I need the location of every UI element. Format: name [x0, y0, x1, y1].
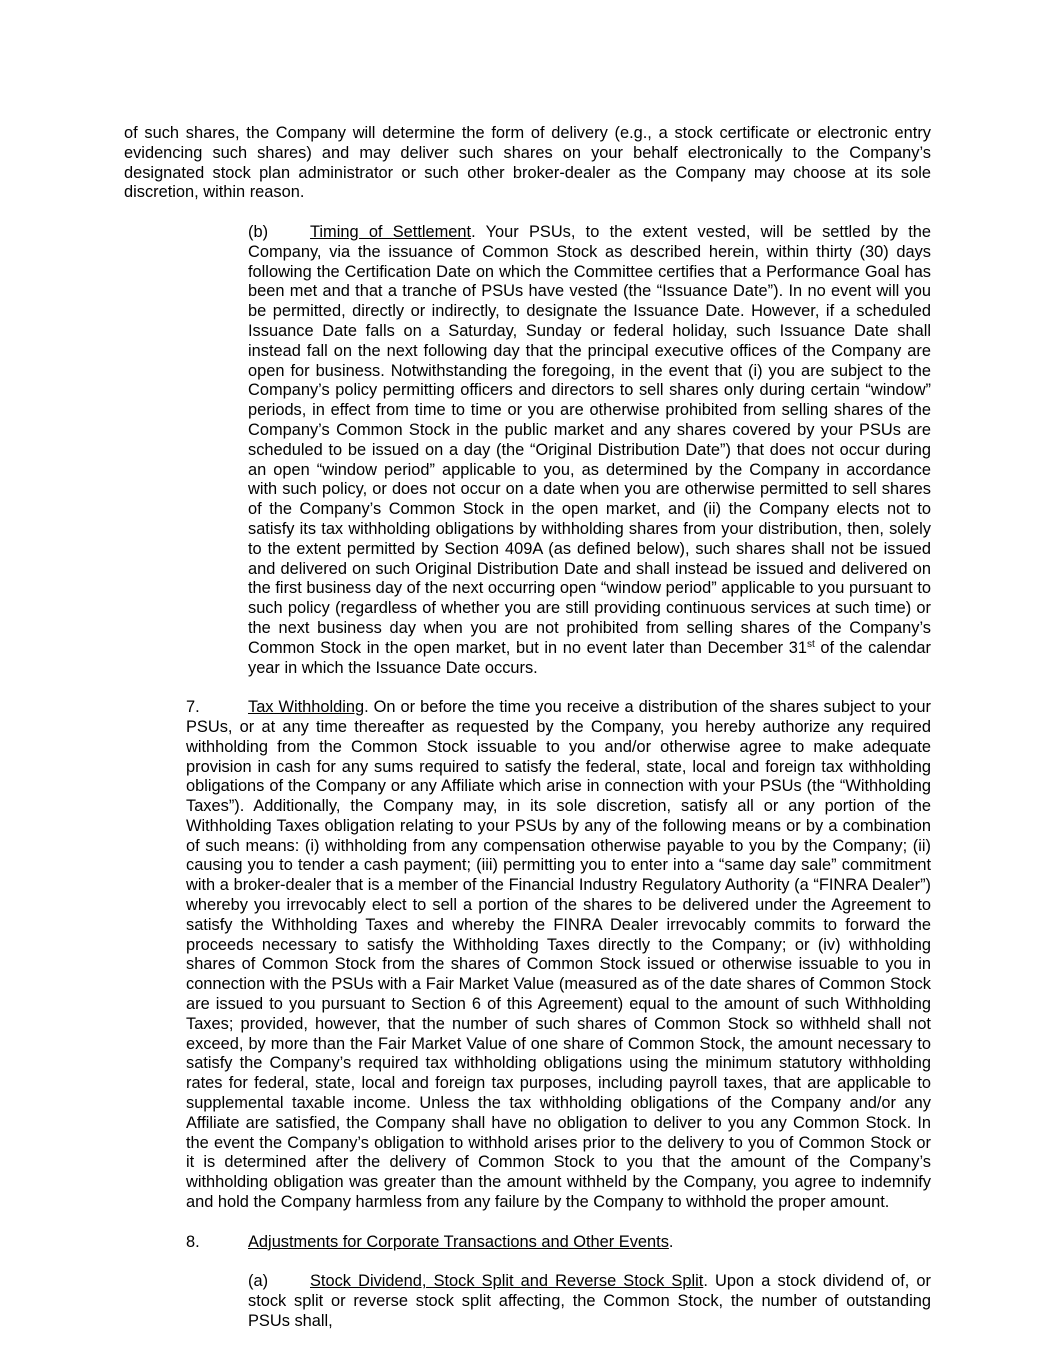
section-heading: Tax Withholding — [248, 698, 365, 717]
section-text-end: of the calendar year in which the Issuance Date occurs. — [248, 638, 931, 677]
section-7-tax-withholding — [124, 698, 931, 1213]
section-heading-period: . — [668, 1232, 674, 1251]
section-heading: Adjustments for Corporate Transactions and Other Events — [248, 1232, 669, 1251]
section-8a-stock-dividend — [124, 1272, 931, 1331]
section-6b-timing-of-settlement — [124, 223, 931, 678]
document-body — [124, 124, 931, 1332]
section-number: 8. — [186, 1232, 200, 1251]
section-8-adjustments — [124, 1233, 931, 1253]
section-number: 7. — [186, 698, 200, 717]
paragraph-continuation — [124, 124, 931, 203]
paragraph-text: of such shares, the Company will determine the form of delivery (e.g., a stock certificate or electronic entry evidencing such shares) and may deliver such shares on your behalf electronically to the Company’s designated stock plan administrator or such other broker-dealer as the Company may choose at its sole discretion, within reason. — [124, 124, 931, 202]
ordinal-superscript: st — [806, 638, 815, 650]
section-heading: Timing of Settlement — [310, 222, 472, 241]
section-text: . On or before the time you receive a distribution of the shares subject to your PSUs, or at any time thereafter as requested by the Company, you hereby authorize any required withholding from the Common Stock issuable to you and/or otherwise agree to make adequate provision in cash for any sums required to satisfy the federal, state, local and foreign tax withholding obligations of the Company or any Affiliate which arise in connection with your PSUs (the “Withholding Taxes”). Additionally, the Company may, in its sole discretion, satisfy all or any portion of the Withholding Taxes obligation relating to your PSUs by any of the following means or by a combination of such means: (i) withholding from any compensation otherwise payable to you by the Company; (ii) causing you to tender a cash payment; (iii) permitting you to enter into a “same day sale” commitment with a broker-dealer that is a member of the Financial Industry Regulatory Authority (a “FINRA Dealer”) whereby you irrevocably elect to sell a portion of the shares to be delivered under the Agreement to satisfy the Withholding Taxes and whereby the FINRA Dealer irrevocably commits to forward the proceeds necessary to satisfy the Withholding Taxes directly to the Company; or (iv) withholding shares of Common Stock from the shares of Common Stock issued or otherwise issuable to you in connection with the PSUs with a Fair Market Value (measured as of the date shares of Common Stock are issued to you pursuant to Section 6 of this Agreement) equal to the amount of such Withholding Taxes; provided, however, that the number of such shares of Common Stock so withheld shall not exceed, by more than the Fair Market Value of one share of Common Stock, the amount necessary to satisfy the Company’s required tax withholding obligations using the minimum statutory withholding rates for federal, state, local and foreign tax purposes, including payroll taxes, that are applicable to supplemental taxable income. Unless the tax withholding obligations of the Company and/or any Affiliate are satisfied, the Company shall have no obligation to deliver to you any Common Stock. In the event the Company’s obligation to withhold arises prior to the delivery to you of Common Stock or it is determined after the delivery of Common Stock to you that the amount of the Company’s withholding obligation was greater than the amount withheld by the Company, you agree to indemnify and hold the Company harmless from any failure by the Company to withhold the proper amount. — [186, 698, 931, 1212]
section-number: (b) — [248, 222, 269, 241]
section-heading: Stock Dividend, Stock Split and Reverse Stock Split — [310, 1272, 704, 1291]
section-number: (a) — [248, 1272, 269, 1291]
section-text: . Upon a stock dividend of, or stock split or reverse stock split affecting, the Common Stock, the number of outstanding PSUs shall, — [248, 1272, 931, 1330]
section-text: . Your PSUs, to the extent vested, will be settled by the Company, via the issuance of Common Stock as described herein, within thirty (30) days following the Certification Date on which the Committee certifies that a Performance Goal has been met and that a tranche of PSUs have vested (the “Issuance Date”). In no event will you be permitted, directly or indirectly, to designate the Issuance Date. However, if a scheduled Issuance Date falls on a Saturday, Sunday or federal holiday, such Issuance Date shall instead fall on the next following day that the principal executive offices of the Company are open for business. Notwithstanding the foregoing, in the event that (i) you are subject to the Company’s policy permitting officers and directors to sell shares only during certain “window” periods, in effect from time to time or you are otherwise prohibited from selling shares of the Company’s Common Stock in the public market and any shares covered by your PSUs are scheduled to be issued on a day (the “Original Distribution Date”) that does not occur during an open “window period” applicable to you, as determined by the Company in accordance with such policy, or does not occur on a date when you are otherwise permitted to sell shares of the Company’s Common Stock in the open market, and (ii) the Company elects not to satisfy its tax withholding obligations by withholding shares from your distribution, then, solely to the extent permitted by Section 409A (as defined below), such shares shall not be issued and delivered on such Original Distribution Date and shall instead be issued and delivered on the first business day of the next occurring open “window period” applicable to you pursuant to such policy (regardless of whether you are still providing continuous services at such time) or the next business day when you are not prohibited from selling shares of the Company’s Common Stock in the open market, but in no event later than December 31 — [248, 222, 931, 657]
